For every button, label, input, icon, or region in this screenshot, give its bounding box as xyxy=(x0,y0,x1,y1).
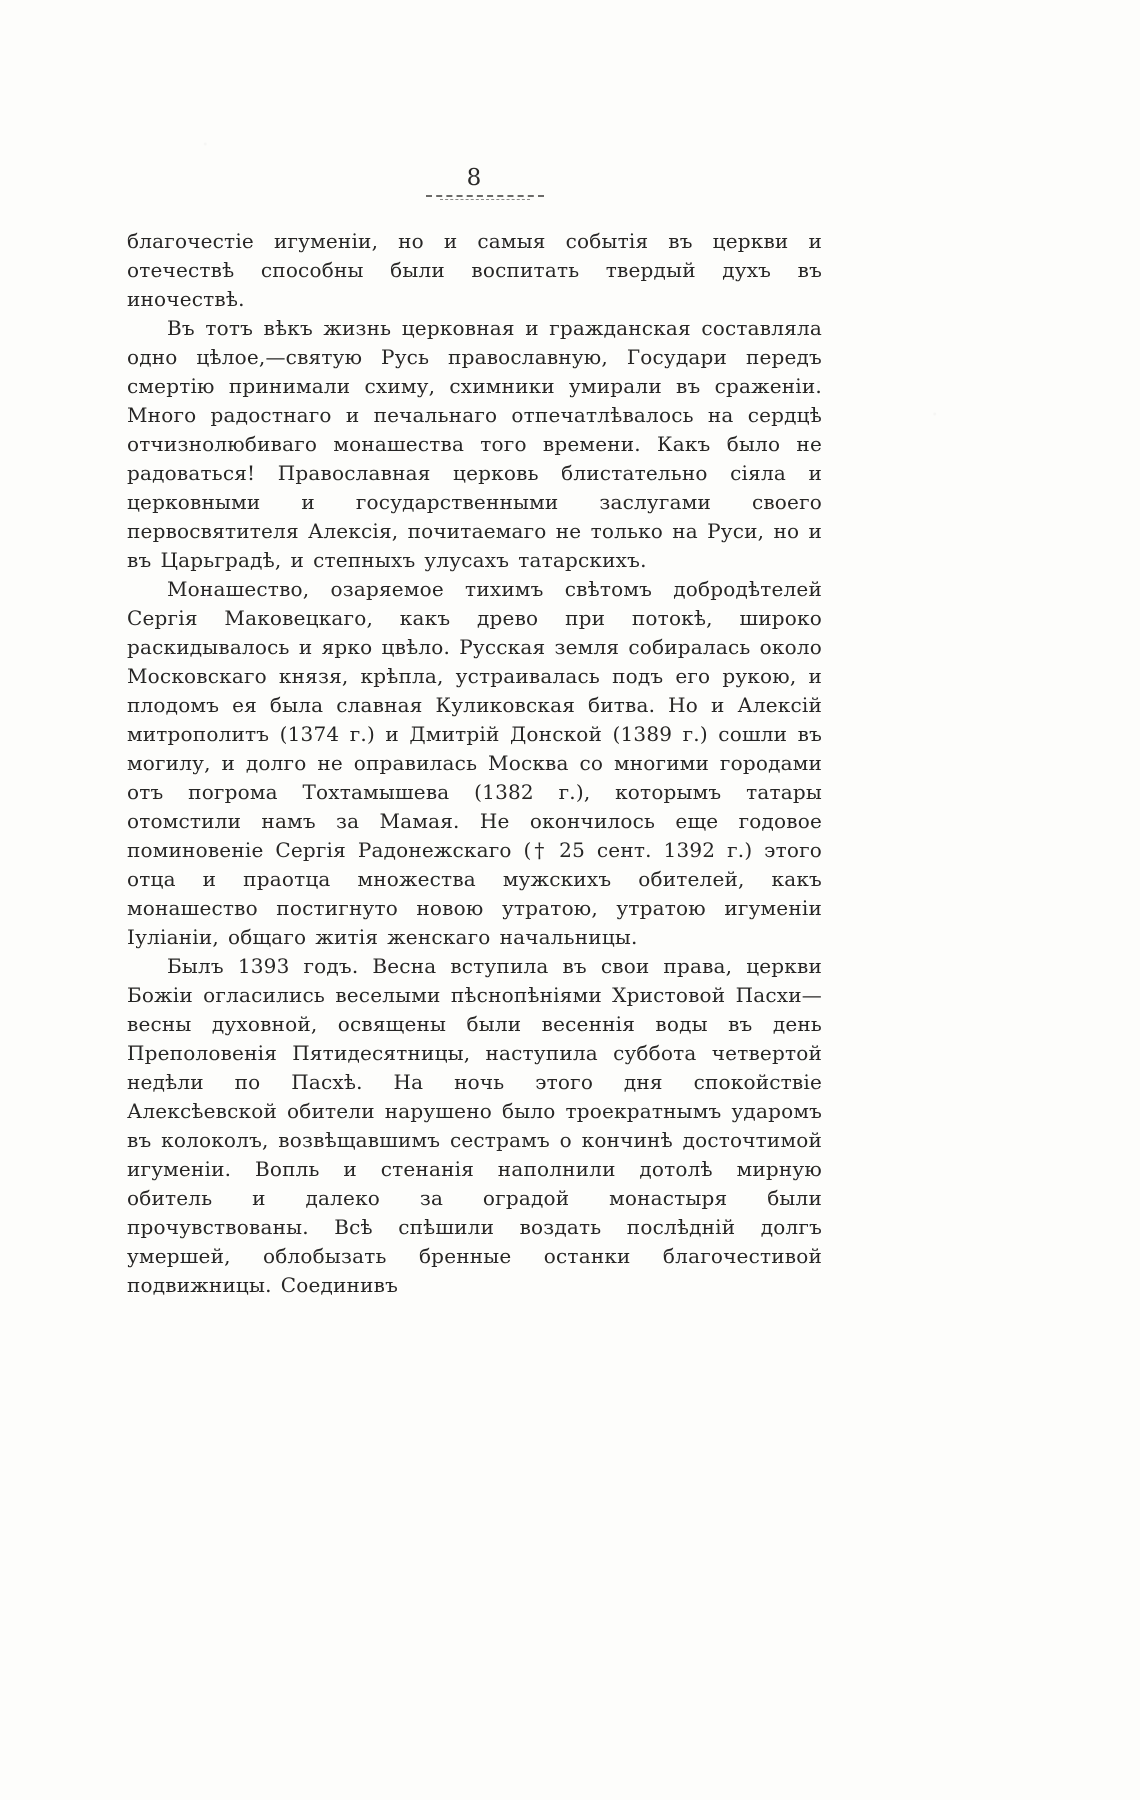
paragraph: Монашество, озаряемое тихимъ свѣтомъ добродѣтелей Сергія Маковецкаго, какъ древо при потокѣ, широко раскидывалось и ярко цвѣло. Русская земля собиралась около Московскаго князя, крѣпла, устраивалась подъ его рукою, и плодомъ ея была славная Куликовская битва. Но и Алексій митрополитъ (1374 г.) и Дмитрій Донской (1389 г.) сошли въ могилу, и долго не оправилась Москва со многими городами отъ погрома Тохтамышева (1382 г.), которымъ татары отомстили намъ за Мамая. Не окончилось еще годовое поминовеніе Сергія Радонежскаго († 25 сент. 1392 г.) этого отца и праотца множества мужскихъ обителей, какъ монашество постигнуто новою утратою, утратою игуменіи Іуліаніи, общаго житія женскаго начальницы. xyxy=(127,577,822,949)
page-header xyxy=(127,166,822,200)
page-number: 8 xyxy=(466,165,483,191)
page-text xyxy=(127,227,822,1300)
paragraph: Въ тотъ вѣкъ жизнь церковная и гражданская составляла одно цѣлое,—святую Русь православную, Государи передъ смертію принимали схиму, схимники умирали въ сраженіи. Много радостнаго и печальнаго отпечатлѣвалось на сердцѣ отчизнолюбиваго монашества того времени. Какъ было не радоваться! Православная церковь блистательно сіяла и церковными и государственными заслугами своего первосвятителя Алексія, почитаемаго не только на Руси, но и въ Царьградѣ, и степныхъ улусахъ татарскихъ. xyxy=(127,316,822,572)
paragraph: Былъ 1393 годъ. Весна вступила въ свои права, церкви Божіи огласились веселыми пѣснопѣніями Христовой Пасхи—весны духовной, освящены были весеннія воды въ день Преполовенія Пятидесятницы, наступила суббота четвертой недѣли по Пасхѣ. На ночь этого дня спокойствіе Алексѣевской обители нарушено было троекратнымъ ударомъ въ колоколъ, возвѣщавшимъ сестрамъ о кончинѣ досточтимой игуменіи. Вопль и стенанія наполнили дотолѣ мирную обитель и далеко за оградой монастыря были прочувствованы. Всѣ спѣшили воздать послѣдній долгъ умершей, облобызать бренные останки благочестивой подвижницы. Соединивъ xyxy=(127,954,822,1297)
header-rule xyxy=(426,195,544,200)
paragraph-continuation: благочестіе игуменіи, но и самыя событія въ церкви и отечествѣ способны были воспитать твердый духъ въ иночествѣ. xyxy=(127,229,822,311)
